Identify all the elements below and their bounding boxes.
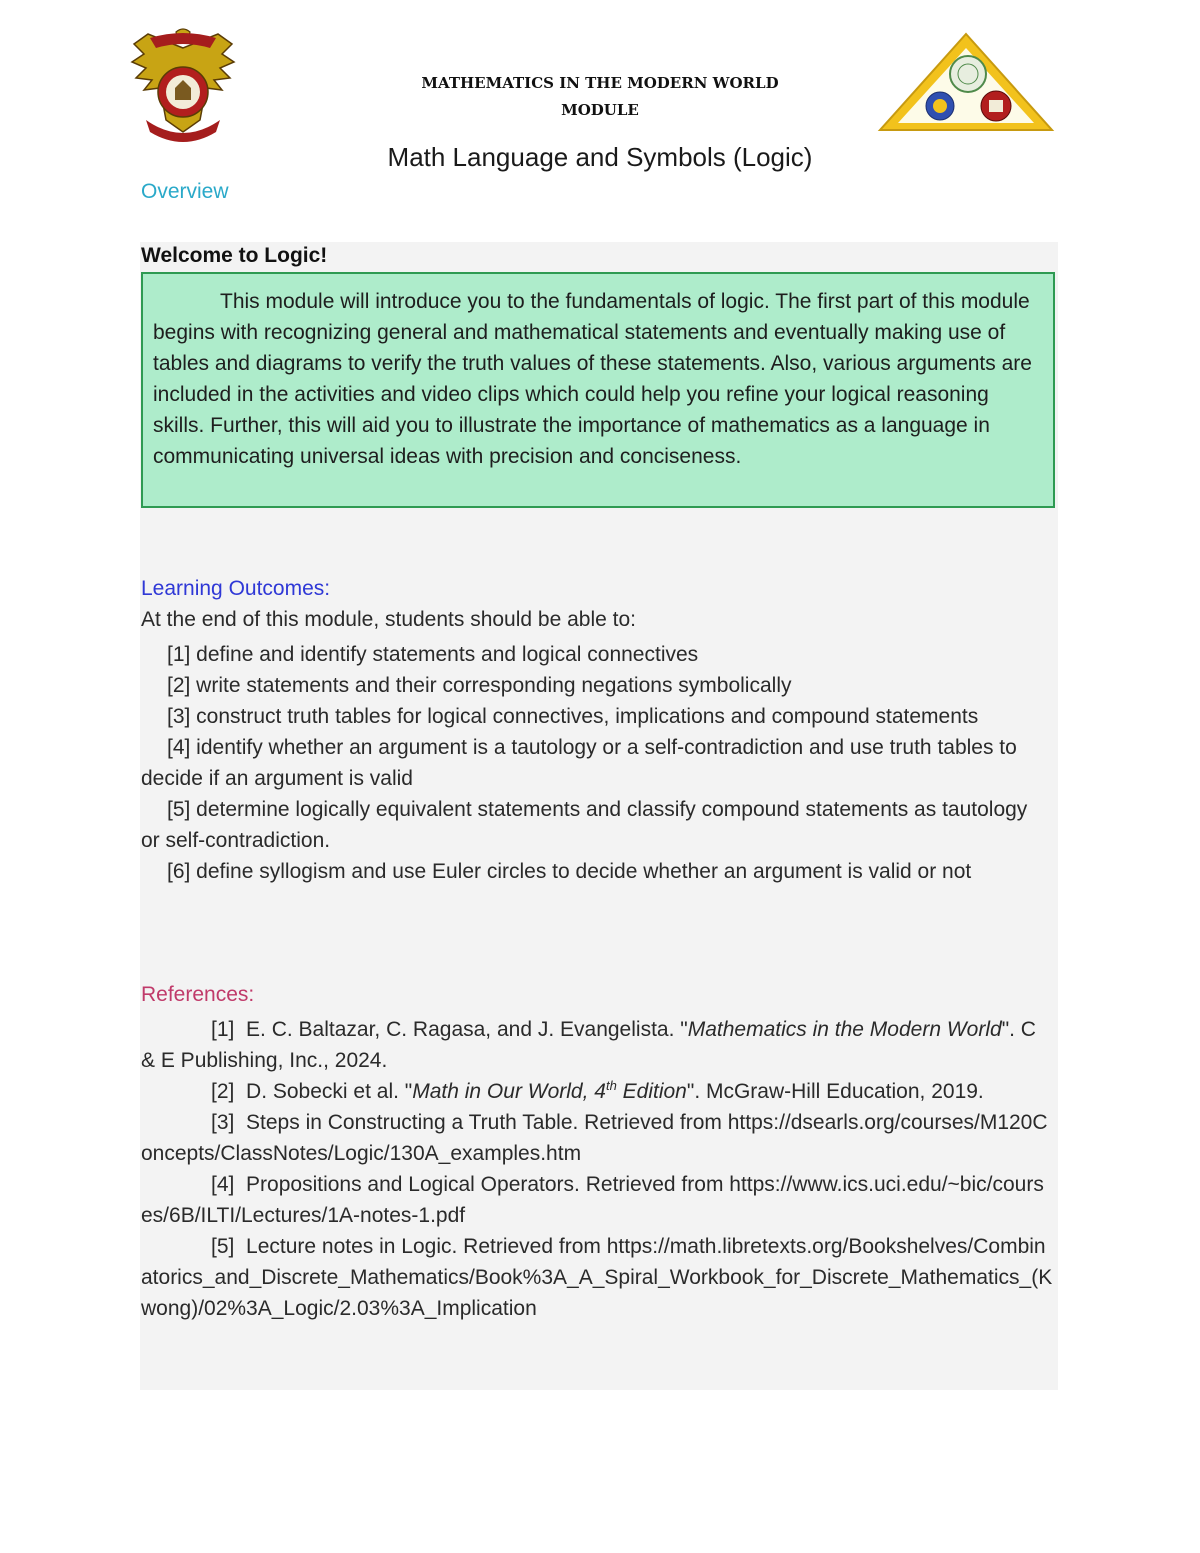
- header-line-2: MODULE: [561, 101, 639, 119]
- reference-publisher: ". McGraw-Hill Education, 2019.: [686, 1080, 984, 1103]
- outcome-item-5: [5] determine logically equivalent statements and classify compound statements as tautology or self-contradiction.: [141, 798, 1028, 852]
- outcome-item-2: [2] write statements and their corresponding negations symbolically: [167, 674, 792, 697]
- reference-item-1: [141, 1014, 1053, 1076]
- reference-number: [3]: [211, 1111, 235, 1134]
- references-heading: References:: [141, 983, 255, 1006]
- reference-item-2: [141, 1076, 1053, 1107]
- outcome-item-6: [6] define syllogism and use Euler circles to decide whether an argument is valid or not: [167, 860, 972, 883]
- outcome-item-1: [1] define and identify statements and logical connectives: [167, 643, 699, 666]
- reference-url[interactable]: https://www.ics.uci.edu/~bic/courses/6B/ILTI/Lectures/1A-notes-1.pdf: [141, 1173, 1044, 1227]
- intro-paragraph: This module will introduce you to the fundamentals of logic. The first part of this module begins with recognizing general and mathematical statements and eventually making use of tables and diagrams to verify the truth values of these statements. Also, various arguments are included in the activities and video clips which could help you refine your logical reasoning skills. Further, this will aid you to illustrate the importance of mathematics as a language in communicating universal ideas with precision and conciseness.: [153, 290, 1032, 468]
- overview-heading: Overview: [141, 180, 229, 203]
- reference-item-3: [141, 1107, 1053, 1169]
- module-header: [400, 70, 800, 124]
- outcome-item-4: [4] identify whether an argument is a tautology or a self-contradiction and use truth tables to decide if an argument is valid: [141, 736, 1017, 790]
- reference-title: Mathematics in the Modern World: [687, 1018, 1002, 1041]
- reference-title-sup: th: [605, 1078, 617, 1093]
- page-title: Math Language and Symbols (Logic): [387, 142, 813, 172]
- reference-text: Steps in Constructing a Truth Table. Retrieved from: [246, 1111, 722, 1134]
- learning-outcomes-intro: At the end of this module, students should be able to:: [141, 608, 636, 631]
- reference-item-5: [141, 1231, 1053, 1324]
- reference-authors: D. Sobecki et al. ": [246, 1080, 413, 1103]
- reference-title-main: Math in Our World, 4: [412, 1080, 606, 1103]
- university-seal-logo: [130, 28, 236, 142]
- reference-number: [1]: [211, 1018, 235, 1041]
- reference-title: [412, 1080, 687, 1103]
- welcome-heading: Welcome to Logic!: [141, 244, 328, 267]
- reference-text: Propositions and Logical Operators. Retrieved from: [246, 1173, 724, 1196]
- outcome-item-3: [3] construct truth tables for logical connectives, implications and compound statements: [167, 705, 979, 728]
- intro-box: [141, 272, 1055, 508]
- reference-url[interactable]: https://math.libretexts.org/Bookshelves/Combinatorics_and_Discrete_Mathematics/Book%3A_A_Spiral_Workbook_for_Discrete_Mathematics_(Kwong)/02%3A_Logic/2.03%3A_Implication: [141, 1235, 1053, 1320]
- reference-text: Lecture notes in Logic. Retrieved from: [246, 1235, 601, 1258]
- content-panel: [140, 242, 1058, 1390]
- reference-url[interactable]: https://dsearls.org/courses/M120Concepts/ClassNotes/Logic/130A_examples.htm: [141, 1111, 1048, 1165]
- learning-outcomes-list: [141, 639, 1041, 887]
- college-triangle-logo: [876, 30, 1056, 134]
- reference-title-end: Edition: [616, 1080, 687, 1103]
- learning-outcomes-heading: Learning Outcomes:: [141, 577, 331, 600]
- reference-number: [5]: [211, 1235, 235, 1258]
- reference-item-4: [141, 1169, 1053, 1231]
- reference-publisher: ". C & E Publishing, Inc., 2024.: [141, 1018, 1036, 1072]
- reference-number: [4]: [211, 1173, 235, 1196]
- reference-number: [2]: [211, 1080, 235, 1103]
- reference-authors: E. C. Baltazar, C. Ragasa, and J. Evangelista. ": [246, 1018, 688, 1041]
- header-line-1: MATHEMATICS IN THE MODERN WORLD: [421, 74, 779, 92]
- references-list: [141, 1014, 1053, 1324]
